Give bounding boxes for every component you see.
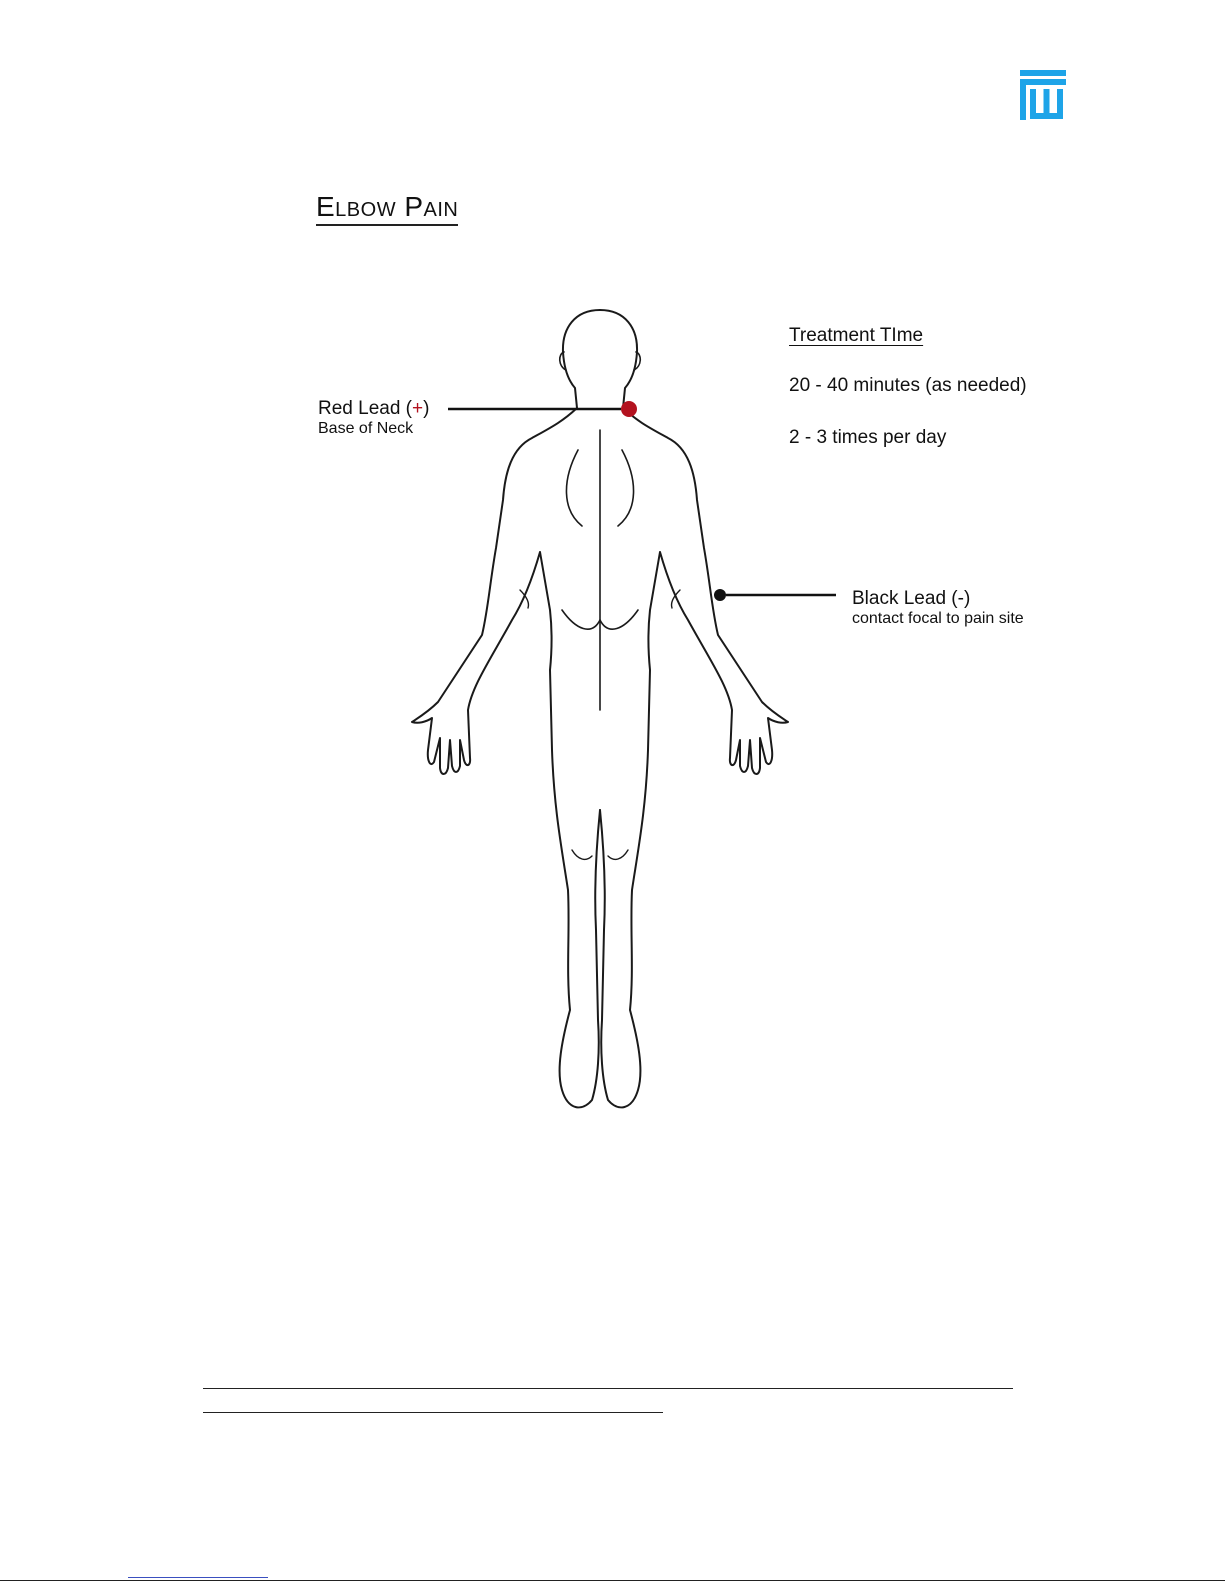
footer-link-underline bbox=[128, 1577, 268, 1578]
red-lead-location: Base of Neck bbox=[318, 419, 414, 437]
red-lead-sign: + bbox=[412, 398, 424, 419]
black-lead-location: contact focal to pain site bbox=[852, 609, 1024, 627]
treatment-frequency: 2 - 3 times per day bbox=[789, 427, 947, 448]
red-lead-label bbox=[318, 398, 429, 438]
treatment-heading: Treatment TIme bbox=[789, 325, 924, 346]
red-lead-dot bbox=[621, 401, 637, 417]
red-lead-name: Red Lead (+) bbox=[318, 398, 430, 419]
black-lead-dot bbox=[714, 589, 726, 601]
brand-logo-icon bbox=[1020, 70, 1066, 120]
notes-line-2 bbox=[203, 1412, 663, 1413]
page-bottom-rule bbox=[0, 1580, 1225, 1581]
black-lead-name: Black Lead (-) bbox=[852, 588, 971, 609]
notes-line-1 bbox=[203, 1388, 1013, 1389]
treatment-duration: 20 - 40 minutes (as needed) bbox=[789, 375, 1027, 396]
black-lead-label bbox=[852, 588, 1024, 628]
page-title: Elbow Pain bbox=[316, 193, 458, 226]
